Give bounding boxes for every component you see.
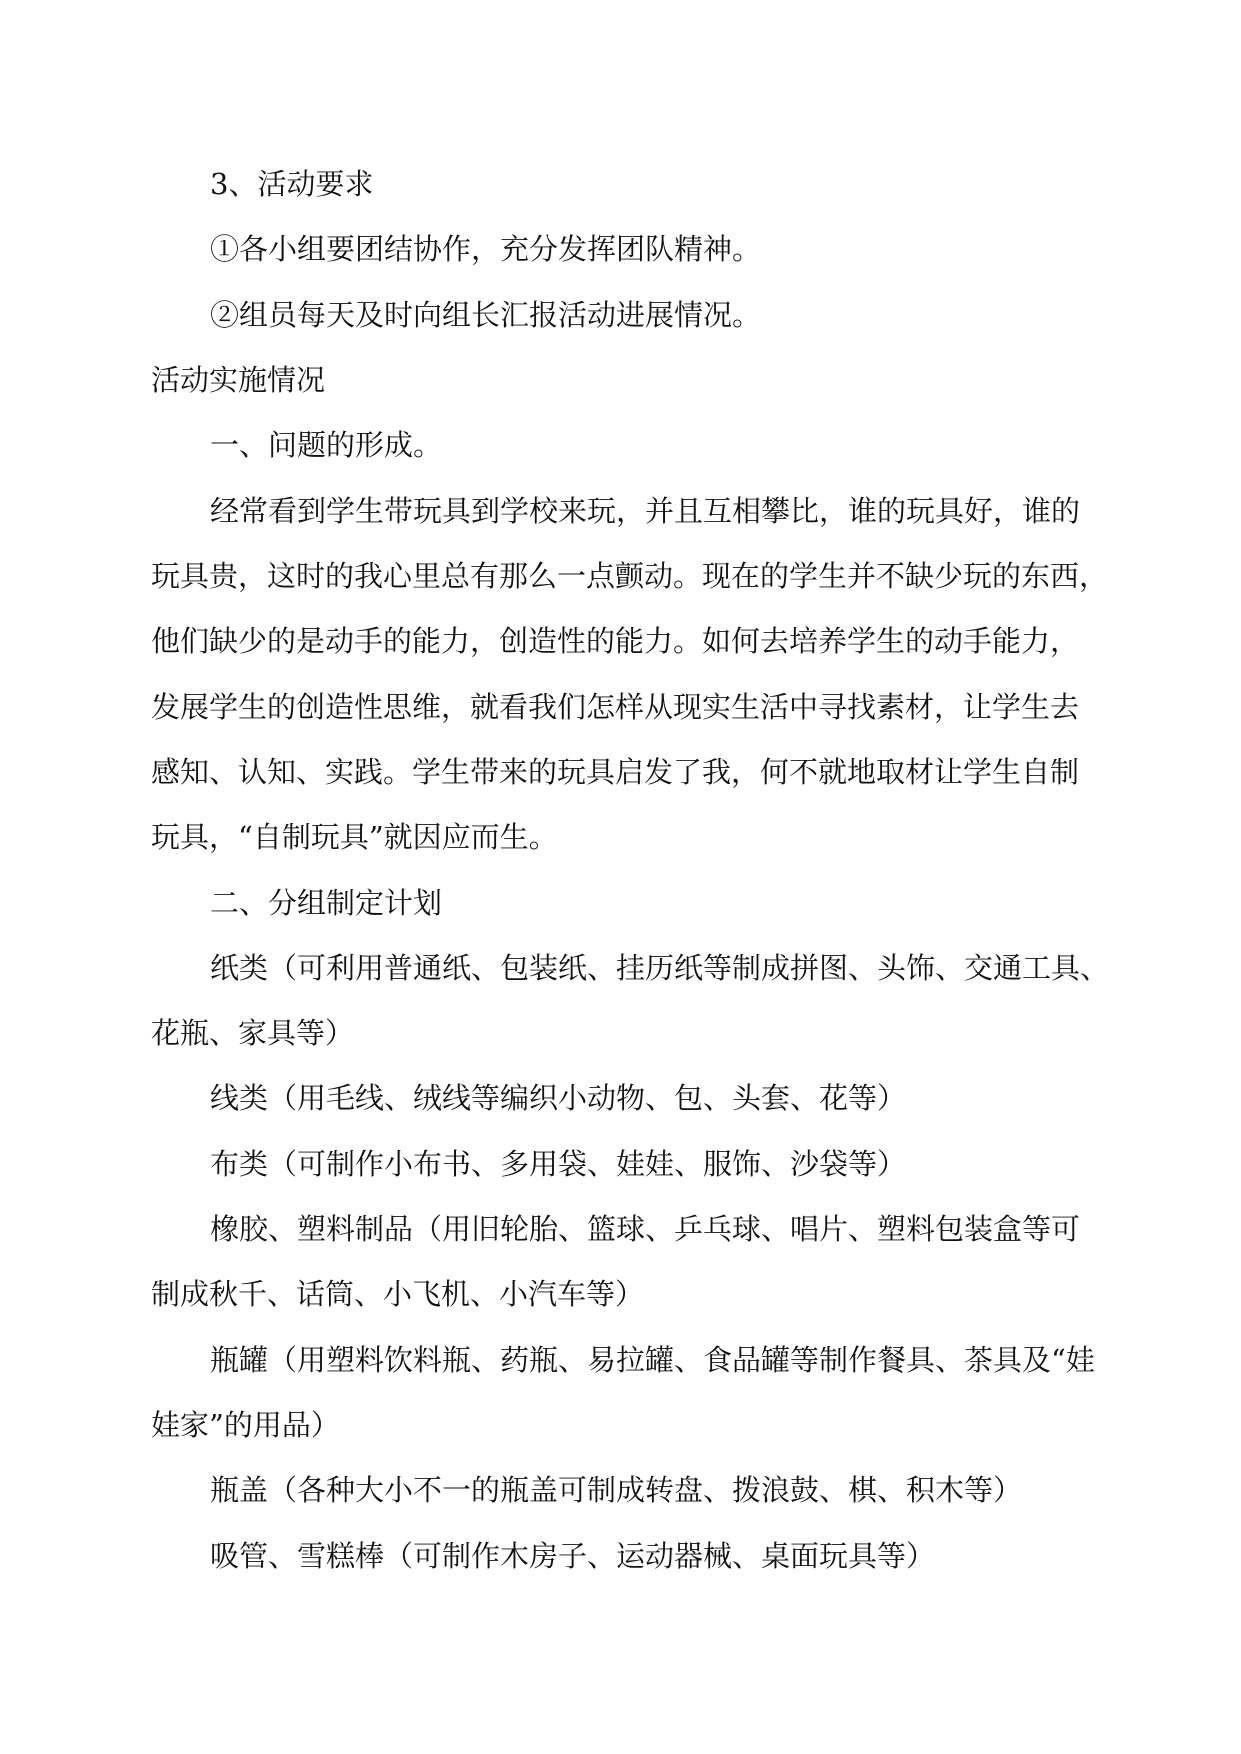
plan-item-thread: 线类（用毛线、绒线等编织小动物、包、头套、花等）	[210, 1081, 907, 1115]
paragraph-line-2: 玩具贵，这时的我心里总有那么一点颤动。现在的学生并不缺少玩的东西，	[151, 559, 1109, 593]
plan-item-bottles: 瓶罐（用塑料饮料瓶、药瓶、易拉罐、食品罐等制作餐具、茶具及“娃	[210, 1343, 1095, 1377]
plan-item-straws: 吸管、雪糕棒（可制作木房子、运动器械、桌面玩具等）	[210, 1539, 936, 1573]
plan-item-paper: 纸类（可利用普通纸、包装纸、挂历纸等制成拼图、头饰、交通工具、	[210, 951, 1110, 985]
paragraph-line-4: 发展学生的创造性思维，就看我们怎样从现实生活中寻找素材，让学生去	[151, 690, 1080, 724]
section-heading-problem: 一、问题的形成。	[210, 428, 443, 462]
plan-item-caps: 瓶盖（各种大小不一的瓶盖可制成转盘、拨浪鼓、棋、积木等）	[210, 1473, 1023, 1507]
requirement-item-2: ②组员每天及时向组长汇报活动进展情况。	[210, 298, 762, 332]
plan-item-rubber: 橡胶、塑料制品（用旧轮胎、篮球、乒乓球、唱片、塑料包装盒等可	[210, 1212, 1081, 1246]
plan-item-rubber-cont: 制成秋千、话筒、小飞机、小汽车等）	[151, 1277, 645, 1311]
paragraph-line-6: 玩具，“自制玩具”就因应而生。	[151, 820, 558, 854]
paragraph-line-3: 他们缺少的是动手的能力，创造性的能力。如何去培养学生的动手能力，	[151, 624, 1080, 658]
paragraph-line-1: 经常看到学生带玩具到学校来玩，并且互相攀比，谁的玩具好，谁的	[210, 494, 1081, 528]
implementation-heading: 活动实施情况	[151, 363, 326, 397]
requirement-item-1: ①各小组要团结协作，充分发挥团队精神。	[210, 232, 762, 266]
plan-item-paper-cont: 花瓶、家具等）	[151, 1016, 355, 1050]
requirements-heading: 3、活动要求	[210, 167, 374, 201]
section-heading-plan: 二、分组制定计划	[210, 886, 443, 920]
paragraph-line-5: 感知、认知、实践。学生带来的玩具启发了我，何不就地取材让学生自制	[151, 755, 1080, 789]
plan-item-bottles-cont: 娃家”的用品）	[151, 1408, 340, 1442]
plan-item-cloth: 布类（可制作小布书、多用袋、娃娃、服饰、沙袋等）	[210, 1147, 907, 1181]
